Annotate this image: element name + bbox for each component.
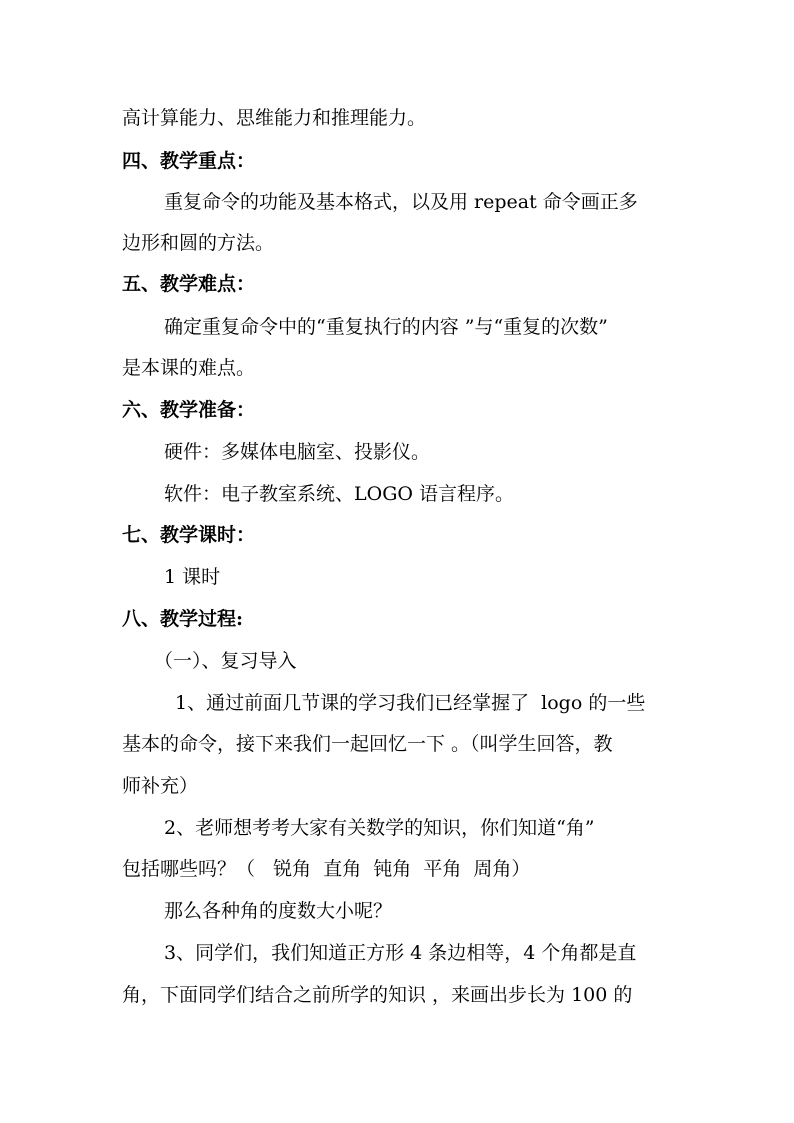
text-line-15: 那么各种角的度数大小呢？ bbox=[164, 900, 393, 922]
text-line-3: 边形和圆的方法。 bbox=[122, 232, 275, 254]
text-line-4: 确定重复命令中的“重复执行的内容 ”与“重复的次数” bbox=[164, 316, 608, 338]
text-line-8: 1 课时 bbox=[164, 566, 221, 588]
section-heading-8: 八、教学过程: bbox=[122, 608, 244, 630]
section-heading-5: 五、教学难点： bbox=[122, 273, 256, 295]
text-line-11: 基本的命令，接下来我们一起回忆一下 。（叫学生回答，教 bbox=[122, 733, 613, 755]
text-line-2: 重复命令的功能及基本格式，以及用 repeat 命令画正多 bbox=[164, 191, 638, 213]
text-line-12: 师补充） bbox=[122, 775, 199, 797]
text-line-10: 1、通过前面几节课的学习我们已经掌握了 logo 的一些 bbox=[175, 692, 646, 714]
text-line-7: 软件：电子教室系统、LOGO 语言程序。 bbox=[164, 483, 514, 505]
section-heading-4: 四、教学重点： bbox=[122, 150, 256, 172]
text-line-13: 2、老师想考考大家有关数学的知识，你们知道“角” bbox=[164, 817, 595, 839]
text-line-16: 3、同学们，我们知道正方形 4 条边相等，4 个角都是直 bbox=[164, 942, 637, 964]
text-line-5: 是本课的难点。 bbox=[122, 357, 256, 379]
text-line-17: 角，下面同学们结合之前所学的知识 ，来画出步长为 100 的 bbox=[122, 984, 633, 1006]
text-line-14: 包括哪些吗？（ 锐角 直角 钝角 平角 周角） bbox=[122, 858, 531, 880]
text-line-9: （一）、复习导入 bbox=[154, 650, 297, 672]
section-heading-7: 七、教学课时： bbox=[122, 524, 256, 546]
text-line-6: 硬件：多媒体电脑室、投影仪。 bbox=[164, 441, 431, 463]
section-heading-6: 六、教学准备： bbox=[122, 399, 256, 421]
text-line-1: 高计算能力、思维能力和推理能力。 bbox=[122, 107, 427, 129]
